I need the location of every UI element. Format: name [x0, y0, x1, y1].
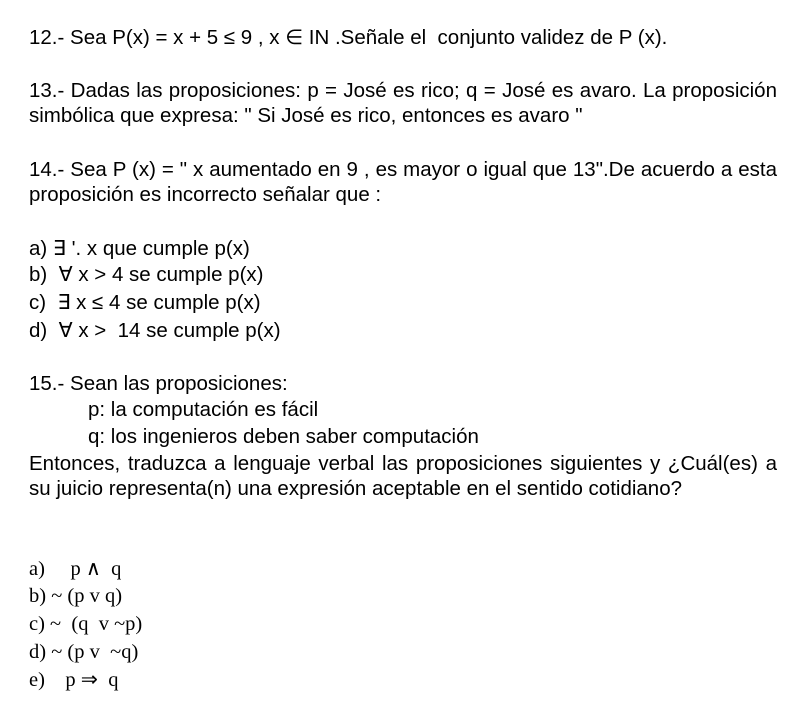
q15-option-d: d) ~ (p v ~q) [29, 641, 139, 663]
q14-option-a: a) ∃ '. x que cumple p(x) [29, 237, 250, 260]
proposition-q: q: los ingenieros deben saber computación [88, 425, 479, 448]
q15-option-b: b) ~ (p v q) [29, 585, 123, 607]
question-12: 12.- Sea P(x) = x + 5 ≤ 9 , x ∈ IN .Señale el conjunto validez de P (x). [29, 26, 668, 49]
q14-option-d: d) ∀ x > 14 se cumple p(x) [29, 319, 281, 342]
q15-option-a: a) p ∧ q [29, 558, 122, 580]
question-15-intro: 15.- Sean las proposiciones: [29, 372, 288, 395]
q15-option-e: e) p ⇒ q [29, 669, 119, 691]
q14-option-b: b) ∀ x > 4 se cumple p(x) [29, 263, 264, 286]
q14-option-c: c) ∃ x ≤ 4 se cumple p(x) [29, 291, 261, 314]
proposition-p: p: la computación es fácil [88, 398, 319, 421]
q15-option-c: c) ~ (q v ~p) [29, 613, 143, 635]
question-15-prompt: Entonces, traduzca a lenguaje verbal las proposiciones siguientes y ¿Cuál(es) a su juicio representa(n) una expresión aceptable en el sentido cotidiano? [29, 452, 777, 500]
question-13: 13.- Dadas las proposiciones: p = José es rico; q = José es avaro. La proposición simbólica que expresa: " Si José es rico, entonces es avaro " [29, 79, 777, 127]
question-14: 14.- Sea P (x) = " x aumentado en 9 , es mayor o igual que 13".De acuerdo a esta proposición es incorrecto señalar que : [29, 158, 777, 206]
